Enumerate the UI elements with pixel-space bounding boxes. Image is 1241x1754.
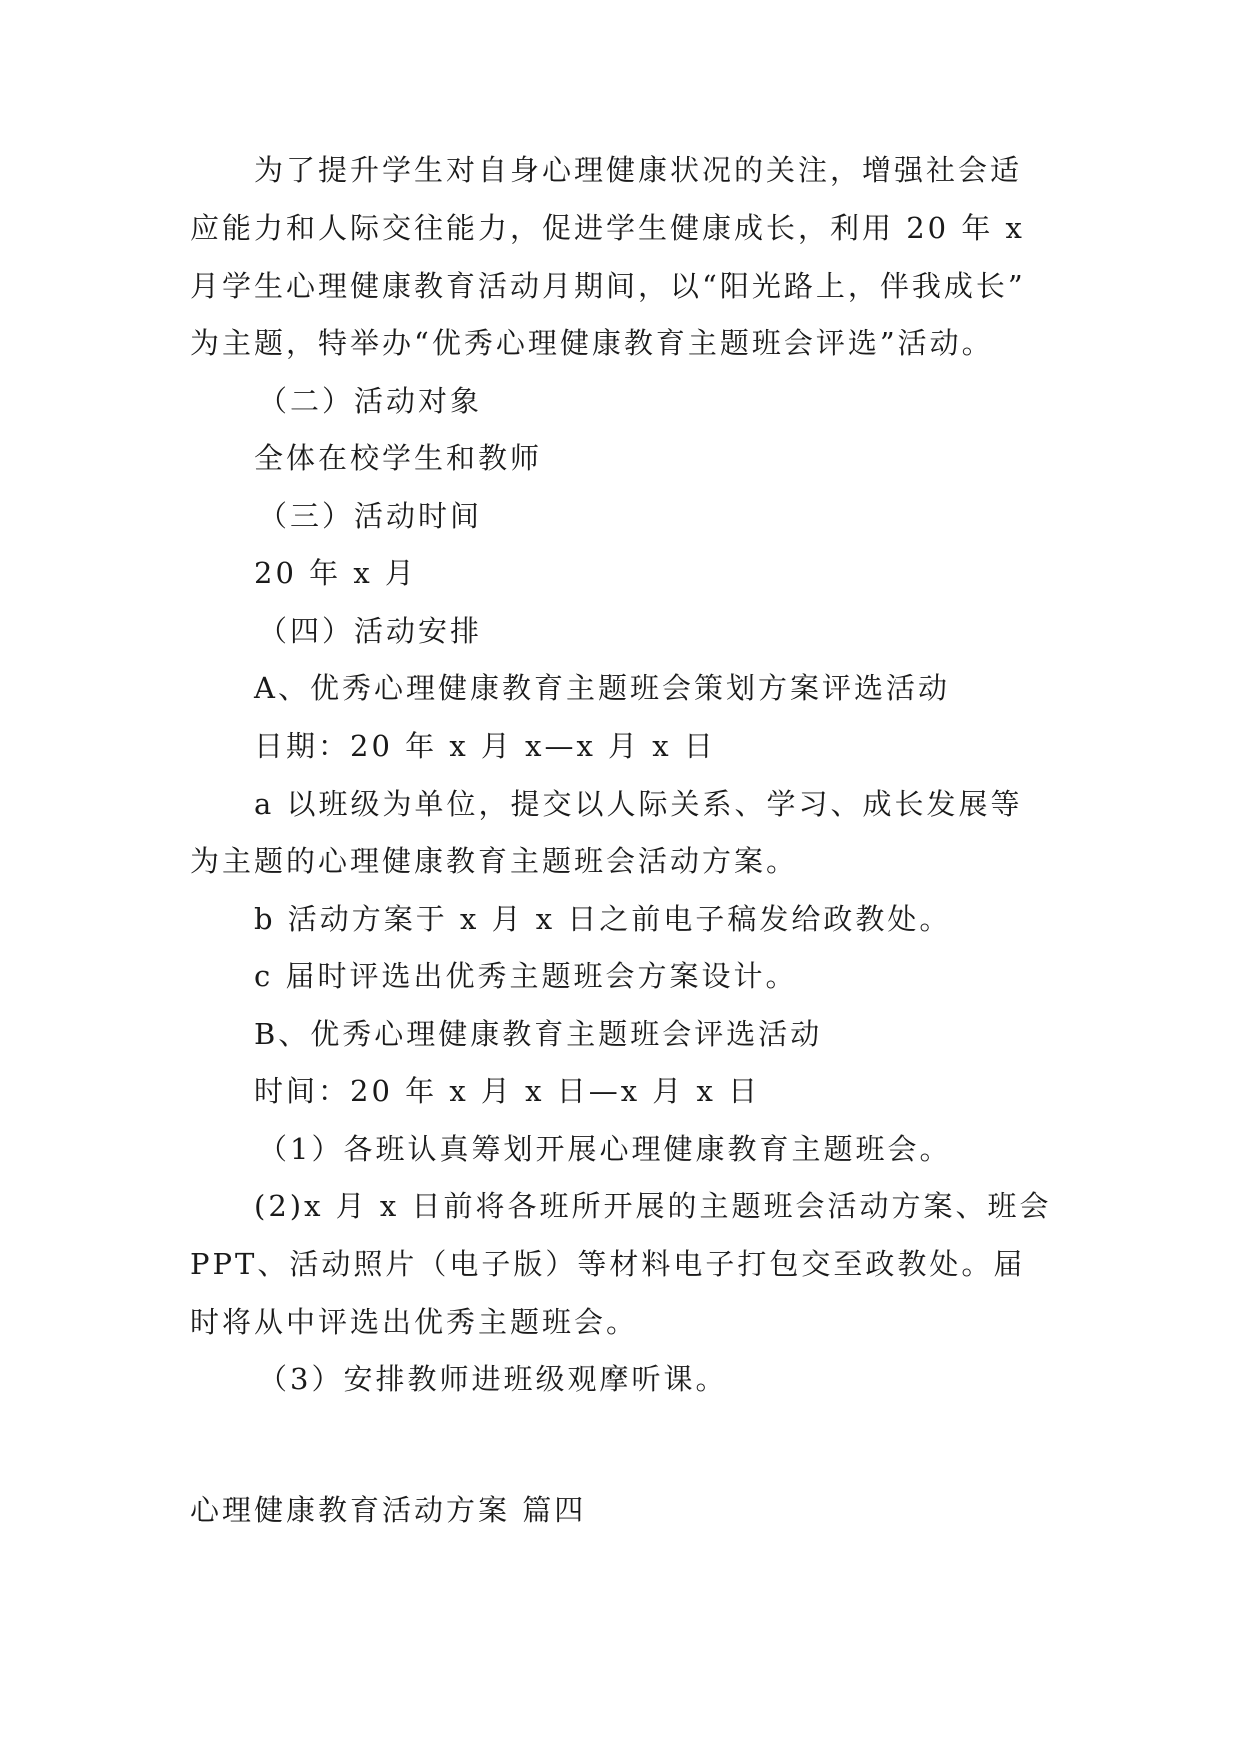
activity-a-date: 日期：20 年 x 月 x—x 月 x 日	[254, 729, 716, 763]
activity-b-step-2-line-1: (2)x 月 x 日前将各班所开展的主题班会活动方案、班会	[254, 1189, 1052, 1223]
paragraph-intro-line-2: 应能力和人际交往能力，促进学生健康成长，利用 20 年 x	[190, 211, 1025, 245]
paragraph-intro-line-3: 月学生心理健康教育活动月期间，以“阳光路上，伴我成长”	[190, 269, 1026, 303]
activity-b-step-3: （3）安排教师进班级观摩听课。	[258, 1362, 728, 1396]
activity-b-step-1: （1）各班认真筹划开展心理健康教育主题班会。	[258, 1132, 952, 1166]
activity-a-item-a-line-1: a 以班级为单位，提交以人际关系、学习、成长发展等	[254, 787, 1023, 821]
activity-b-step-2-line-3: 时将从中评选出优秀主题班会。	[190, 1305, 639, 1339]
time-text: 20 年 x 月	[254, 556, 417, 590]
paragraph-intro-line-4: 为主题，特举办“优秀心理健康教育主题班会评选”活动。	[190, 326, 994, 360]
section-heading-arrangement: （四）活动安排	[258, 614, 483, 648]
activity-b-step-2-line-2: PPT、活动照片（电子版）等材料电子打包交至政教处。届	[190, 1247, 1026, 1281]
activity-b-title: B、优秀心理健康教育主题班会评选活动	[254, 1017, 823, 1051]
section-heading-time: （三）活动时间	[258, 499, 483, 533]
section-heading-target: （二）活动对象	[258, 384, 483, 418]
activity-a-item-c: c 届时评选出优秀主题班会方案设计。	[254, 959, 798, 993]
target-text: 全体在校学生和教师	[254, 441, 543, 475]
next-section-title: 心理健康教育活动方案 篇四	[190, 1493, 587, 1527]
activity-b-time: 时间：20 年 x 月 x 日—x 月 x 日	[254, 1074, 761, 1108]
paragraph-intro-line-1: 为了提升学生对自身心理健康状况的关注，增强社会适	[254, 153, 1023, 187]
activity-a-title: A、优秀心理健康教育主题班会策划方案评选活动	[254, 671, 950, 705]
activity-a-item-a-line-2: 为主题的心理健康教育主题班会活动方案。	[190, 844, 799, 878]
activity-a-item-b: b 活动方案于 x 月 x 日之前电子稿发给政教处。	[254, 902, 952, 936]
